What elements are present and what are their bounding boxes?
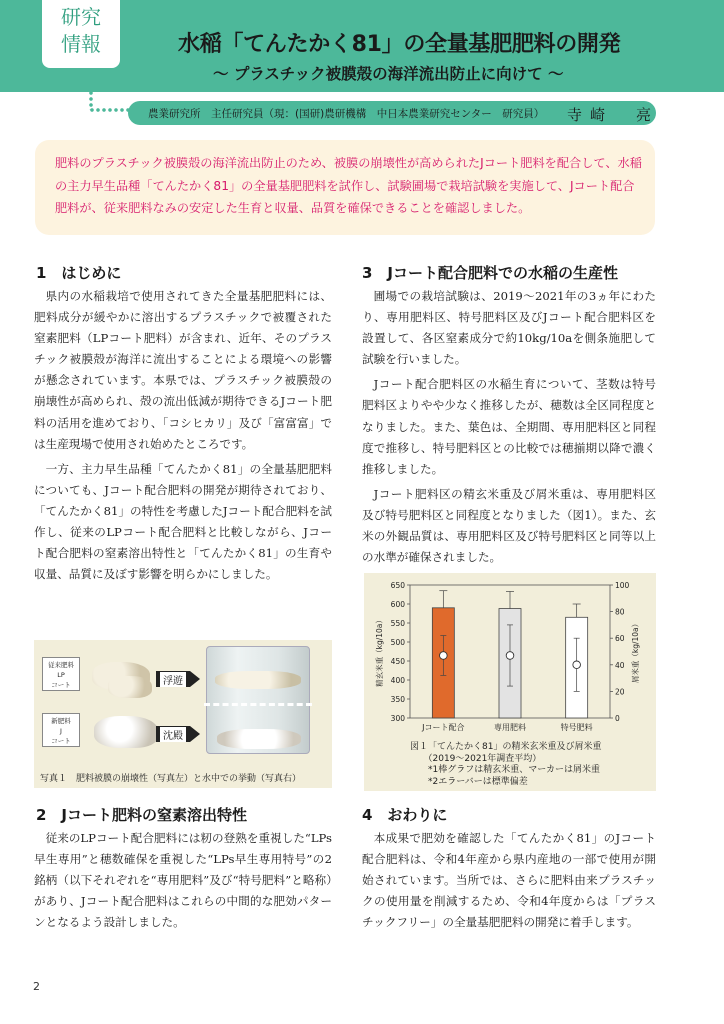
marker-point <box>440 652 448 660</box>
sink-arrow-tip <box>190 726 200 742</box>
y2-tick-label: 80 <box>615 607 625 617</box>
water-level-divider <box>204 703 312 706</box>
y2-tick-label: 0 <box>615 714 620 723</box>
float-arrow-tip <box>190 671 200 687</box>
section-3-paragraph-3: Jコート肥料区の精玄米重及び屑米重は、専用肥料区及び特号肥料区と同程度となりました（図1）。また、玄米の外観品質は、専用肥料区及び特号肥料区と同等以上の水準が確保されました。 <box>362 486 656 565</box>
sink-label: 沈殿 <box>160 727 186 742</box>
marker-point <box>573 661 581 669</box>
water-beaker-image <box>206 646 310 754</box>
section-4-paragraph-1: 本成果で肥効を確認した「てんたかく81」のJコート配合肥料は、令和4年産から県内産地の一部で使用が開始されています。当所では、さらに肥料由来プラスチックの使用量を削減するため、令和4年度からは「プラスチックフリー」の全量基肥肥料の開発に着手します。 <box>362 831 656 930</box>
summary-text: 肥料のプラスチック被膜殻の海洋流出防止のため、被膜の崩壊性が高められたJコート肥料を配合して、水稲の主力早生品種「てんたかく81」の全量基肥肥料を試作し、試験圃場で栽培試験を実施して、Jコート配合肥料が、従来肥料なみの安定した生育と収量、品質を確保できることを確認しました。 <box>55 156 642 215</box>
section-4-heading: 4 おわりに <box>362 806 448 824</box>
y2-tick-label: 100 <box>615 581 630 590</box>
tag-line-1: 研究 <box>61 5 101 29</box>
marker-point <box>506 652 514 660</box>
y-tick-label: 500 <box>390 638 405 647</box>
page-number: 2 <box>33 980 40 993</box>
section-4-body <box>362 828 656 933</box>
author-name: 寺崎 亮 <box>567 106 660 124</box>
page-subtitle: 〜 プラスチック被膜殻の海洋流出防止に向けて 〜 <box>213 65 564 83</box>
y-tick-label: 450 <box>390 657 405 666</box>
section-2-heading: 2 Jコート肥料の窒素溶出特性 <box>36 806 248 824</box>
dotted-connector-horizontal <box>89 108 129 112</box>
float-label: 浮遊 <box>160 672 186 687</box>
y-tick-label: 550 <box>390 619 405 628</box>
tag-line-2: 情報 <box>61 32 101 56</box>
photo-caption: 写真１ 肥料被膜の崩壊性（写真左）と水中での挙動（写真右） <box>40 774 302 784</box>
section-1-paragraph-1: 県内の水稲栽培で使用されてきた全量基肥肥料には、肥料成分が緩やかに溶出するプラスチックで被覆された窒素肥料（LPコート肥料）が含まれ、近年、そのプラスチック被膜殻が海洋に流出することによる環境への影響が懸念されています。本県では、プラスチック被膜殻の崩壊性が高められ、殻の流出低減が期待できるJコート肥料の活用を進めており、「コシヒカリ」及び「富富富」では生産現場で使用され始めたところです。 <box>34 289 332 451</box>
figure-caption-line: *1棒グラフは精玄米重、マーカーは屑米重 <box>410 765 601 775</box>
y-tick-label: 300 <box>390 714 405 723</box>
y-tick-label: 650 <box>390 581 405 590</box>
section-3-paragraph-1: 圃場での栽培試験は、2019〜2021年の3ヵ年にわたり、専用肥料区、特号肥料区及びJコート配合肥料区を設置して、各区窒素成分で約10kg/10aを側条施肥して試験を行いました。 <box>362 289 656 367</box>
author-affiliation: 農業研究所 主任研究員（現：(国研)農研機構 中日本農業研究センター 研究員） <box>148 108 545 120</box>
figure-caption-line: 図１「てんたかく81」の精米玄米重及び屑米重 <box>410 742 602 752</box>
y2-tick-label: 60 <box>615 634 625 644</box>
section-3-body <box>362 286 656 568</box>
figure-caption <box>410 742 601 788</box>
section-3-heading: 3 Jコート配合肥料での水稲の生産性 <box>362 264 619 282</box>
figure-caption-line: （2019〜2021年調査平均） <box>410 753 542 764</box>
page-title: 水稲「てんたかく81」の全量基肥肥料の開発 <box>178 32 621 57</box>
section-1-body <box>34 286 332 585</box>
label-conventional-fertilizer: 従来肥料 LP コート <box>42 657 80 691</box>
x-category-label: Jコート配合 <box>422 723 465 732</box>
y2-tick-label: 40 <box>615 660 625 670</box>
y-tick-label: 350 <box>390 695 405 704</box>
j-coat-grains-image <box>94 716 158 748</box>
y-tick-label: 400 <box>390 676 405 685</box>
section-1-heading: 1 はじめに <box>36 264 122 282</box>
yield-chart <box>364 573 656 741</box>
x-category-label: 専用肥料 <box>494 723 526 732</box>
y-tick-label: 600 <box>390 600 405 609</box>
section-2-body <box>34 828 332 933</box>
y-axis-label: 精玄米重（kg/10a） <box>375 616 384 687</box>
y2-tick-label: 20 <box>615 687 625 697</box>
section-1-paragraph-2: 一方、主力早生品種「てんたかく81」の全量基肥肥料についても、Jコート配合肥料の開発が期待されており、「てんたかく81」の特性を考慮したJコート配合肥料を試作し、従来のLPコート配合肥料と比較しながら、Jコート配合肥料の窒素溶出特性と「てんたかく81」の生育や収量、品質に及ぼす影響を明らかにしました。 <box>34 461 332 582</box>
dotted-connector <box>89 72 93 110</box>
research-tag <box>40 0 122 70</box>
y2-axis-label: 屑米重（kg/10a） <box>631 619 640 684</box>
figure-caption-line: *2エラーバーは標準偏差 <box>410 776 528 787</box>
lp-coat-grains-image-2 <box>108 676 152 698</box>
x-category-label: 特号肥料 <box>560 723 593 732</box>
section-2-paragraph-1: 従来のLPコート配合肥料には籾の登熟を重視した“LPs早生専用”と穂数確保を重視した“LPs早生専用特号”の2銘柄（以下それぞれを“専用肥料”及び“特号肥料”と略称）があり、Jコート配合肥料はこれらの中間的な肥効パターンとなるよう設計しました。 <box>34 831 332 930</box>
label-new-fertilizer: 新肥料 J コート <box>42 713 80 747</box>
section-3-paragraph-2: Jコート配合肥料区の水稲生育について、茎数は特号肥料区よりやや少なく推移したが、穂数は全区同程度となりました。また、葉色は、全期間、専用肥料区と同程度で推移し、特号肥料区との比較では穂揃期以降で濃く推移しました。 <box>362 377 656 476</box>
